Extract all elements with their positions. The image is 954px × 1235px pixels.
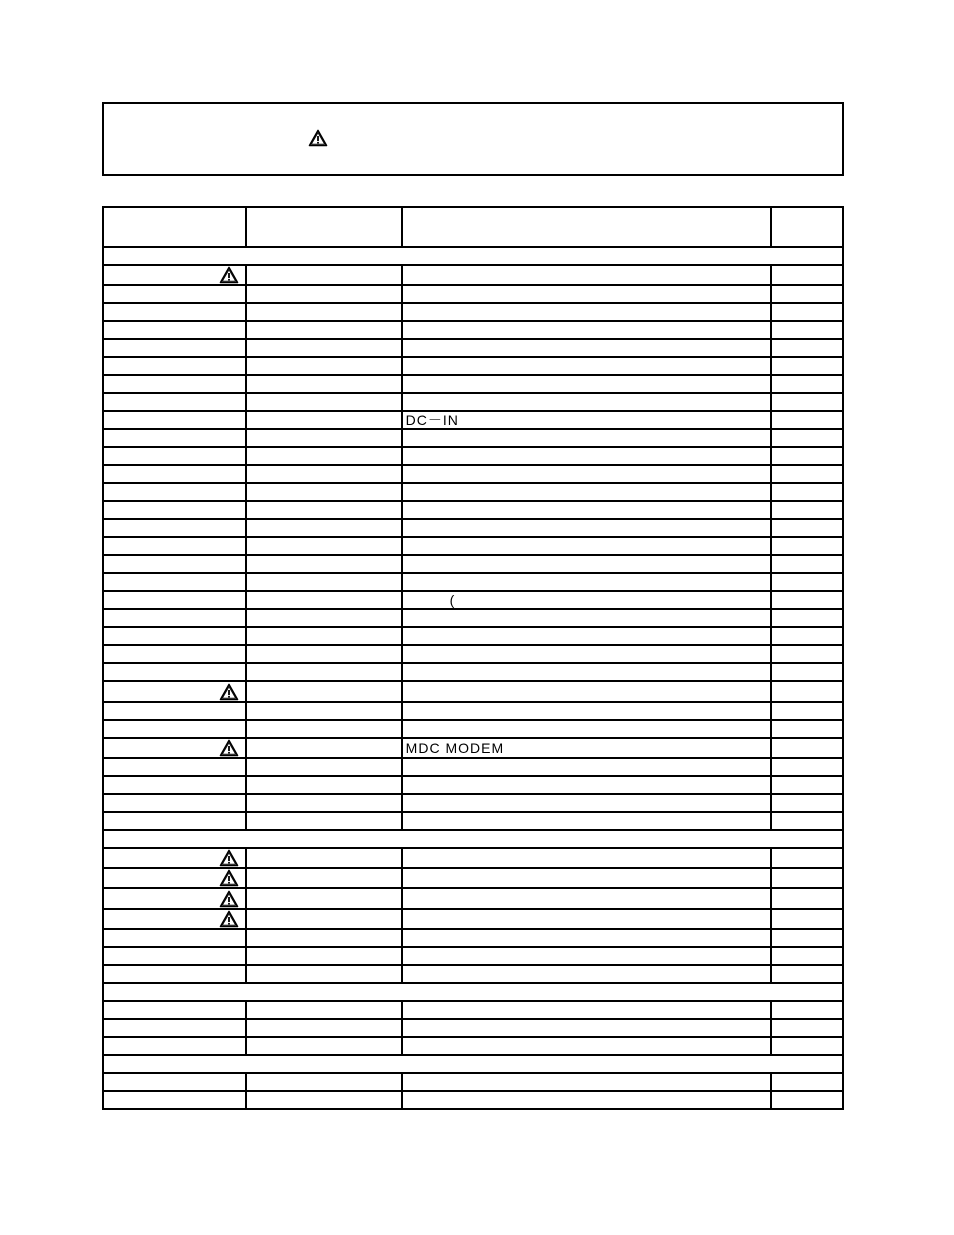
ref-cell: [246, 285, 402, 303]
ref-cell: [246, 483, 402, 501]
description-cell: [402, 776, 771, 794]
description-cell: [402, 909, 771, 929]
qty-cell: [771, 411, 843, 429]
section-row: [103, 247, 843, 265]
qty-cell: [771, 483, 843, 501]
qty-cell: [771, 1037, 843, 1055]
ref-cell: [246, 591, 402, 609]
warning-triangle-icon: [308, 129, 328, 147]
qty-cell: [771, 591, 843, 609]
qty-cell: [771, 627, 843, 645]
warning-triangle-icon: [219, 910, 239, 926]
qty-cell: [771, 555, 843, 573]
ref-cell: [246, 519, 402, 537]
ref-cell: [246, 947, 402, 965]
table-row: [103, 1073, 843, 1091]
table-row: [103, 1037, 843, 1055]
parts-list-table: [102, 206, 844, 1110]
description-cell: [402, 591, 771, 609]
description-cell: [402, 207, 771, 247]
qty-cell: [771, 663, 843, 681]
table-row: [103, 812, 843, 830]
description-cell: [402, 555, 771, 573]
part-no-cell: [103, 794, 246, 812]
warning-triangle-icon: [219, 849, 239, 865]
qty-cell: [771, 465, 843, 483]
table-row: [103, 411, 843, 429]
part-no-cell: [103, 720, 246, 738]
qty-cell: [771, 285, 843, 303]
part-no-cell: [103, 738, 246, 758]
part-no-cell: [103, 645, 246, 663]
table-row: [103, 555, 843, 573]
qty-cell: [771, 812, 843, 830]
part-no-cell: [103, 1073, 246, 1091]
description-cell: [402, 1019, 771, 1037]
table-row: [103, 965, 843, 983]
qty-cell: [771, 681, 843, 701]
description-cell: [402, 627, 771, 645]
ref-cell: [246, 537, 402, 555]
ref-cell: [246, 645, 402, 663]
warning-triangle-icon: [219, 869, 239, 885]
table-row: [103, 303, 843, 321]
qty-cell: [771, 429, 843, 447]
warning-triangle-icon: [219, 739, 239, 755]
ref-cell: [246, 357, 402, 375]
description-cell: [402, 794, 771, 812]
warning-triangle-icon: [219, 266, 239, 282]
part-no-cell: [103, 483, 246, 501]
ref-cell: [246, 465, 402, 483]
description-cell: [402, 573, 771, 591]
table-row: [103, 465, 843, 483]
description-text: (: [405, 592, 456, 609]
description-cell: [402, 339, 771, 357]
ref-cell: [246, 681, 402, 701]
part-no-cell: [103, 465, 246, 483]
part-no-cell: [103, 609, 246, 627]
part-no-cell: [103, 702, 246, 720]
table-row: [103, 909, 843, 929]
qty-cell: [771, 321, 843, 339]
qty-cell: [771, 702, 843, 720]
qty-cell: [771, 207, 843, 247]
description-cell: [402, 965, 771, 983]
qty-cell: [771, 357, 843, 375]
qty-cell: [771, 375, 843, 393]
table-row: [103, 720, 843, 738]
part-no-cell: [103, 555, 246, 573]
table-row: [103, 663, 843, 681]
qty-cell: [771, 573, 843, 591]
part-no-cell: [103, 357, 246, 375]
ref-cell: [246, 573, 402, 591]
table-row: [103, 929, 843, 947]
description-cell: [402, 411, 771, 429]
ref-cell: [246, 555, 402, 573]
qty-cell: [771, 738, 843, 758]
qty-cell: [771, 1001, 843, 1019]
ref-cell: [246, 265, 402, 285]
part-no-cell: [103, 265, 246, 285]
qty-cell: [771, 929, 843, 947]
part-no-cell: [103, 663, 246, 681]
part-no-cell: [103, 1091, 246, 1109]
section-cell: [103, 247, 843, 265]
qty-cell: [771, 339, 843, 357]
ref-cell: [246, 303, 402, 321]
ref-cell: [246, 965, 402, 983]
ref-cell: [246, 429, 402, 447]
description-cell: [402, 702, 771, 720]
part-no-cell: [103, 681, 246, 701]
description-cell: [402, 758, 771, 776]
table-header-row: [103, 207, 843, 247]
ref-cell: [246, 1019, 402, 1037]
description-cell: [402, 265, 771, 285]
ref-cell: [246, 812, 402, 830]
part-no-cell: [103, 1019, 246, 1037]
description-cell: [402, 738, 771, 758]
part-no-cell: [103, 447, 246, 465]
section-row: [103, 830, 843, 848]
description-cell: [402, 848, 771, 868]
qty-cell: [771, 848, 843, 868]
table-row: [103, 776, 843, 794]
description-cell: [402, 645, 771, 663]
description-cell: [402, 947, 771, 965]
part-no-cell: [103, 812, 246, 830]
table-row: [103, 375, 843, 393]
qty-cell: [771, 1073, 843, 1091]
ref-cell: [246, 207, 402, 247]
qty-cell: [771, 393, 843, 411]
ref-cell: [246, 888, 402, 908]
part-no-cell: [103, 888, 246, 908]
part-no-cell: [103, 375, 246, 393]
description-cell: [402, 812, 771, 830]
description-text: DC－IN: [405, 412, 459, 429]
qty-cell: [771, 537, 843, 555]
part-no-cell: [103, 207, 246, 247]
description-cell: [402, 888, 771, 908]
warning-triangle-icon: [219, 682, 239, 698]
description-cell: [402, 465, 771, 483]
table-row: [103, 888, 843, 908]
ref-cell: [246, 339, 402, 357]
part-no-cell: [103, 429, 246, 447]
qty-cell: [771, 609, 843, 627]
qty-cell: [771, 909, 843, 929]
part-no-cell: [103, 909, 246, 929]
table-row: [103, 591, 843, 609]
description-cell: [402, 1091, 771, 1109]
part-no-cell: [103, 519, 246, 537]
qty-cell: [771, 447, 843, 465]
ref-cell: [246, 794, 402, 812]
table-row: [103, 339, 843, 357]
table-row: [103, 483, 843, 501]
ref-cell: [246, 447, 402, 465]
description-cell: [402, 447, 771, 465]
part-no-cell: [103, 1001, 246, 1019]
qty-cell: [771, 501, 843, 519]
part-no-cell: [103, 285, 246, 303]
ref-cell: [246, 738, 402, 758]
description-cell: [402, 303, 771, 321]
table-row: [103, 681, 843, 701]
qty-cell: [771, 720, 843, 738]
caution-note-box: [102, 102, 844, 176]
part-no-cell: [103, 848, 246, 868]
description-cell: [402, 501, 771, 519]
table-row: [103, 537, 843, 555]
table-row: [103, 702, 843, 720]
ref-cell: [246, 321, 402, 339]
description-cell: [402, 720, 771, 738]
ref-cell: [246, 663, 402, 681]
table-row: [103, 947, 843, 965]
ref-cell: [246, 1001, 402, 1019]
table-row: [103, 393, 843, 411]
table-row: [103, 357, 843, 375]
part-no-cell: [103, 947, 246, 965]
part-no-cell: [103, 537, 246, 555]
table-row: [103, 447, 843, 465]
qty-cell: [771, 965, 843, 983]
ref-cell: [246, 776, 402, 794]
description-cell: [402, 929, 771, 947]
qty-cell: [771, 1091, 843, 1109]
description-cell: [402, 321, 771, 339]
description-cell: [402, 537, 771, 555]
table-row: [103, 519, 843, 537]
ref-cell: [246, 411, 402, 429]
part-no-cell: [103, 393, 246, 411]
section-row: [103, 983, 843, 1001]
section-cell: [103, 983, 843, 1001]
section-row: [103, 1055, 843, 1073]
table-row: [103, 285, 843, 303]
description-cell: [402, 429, 771, 447]
qty-cell: [771, 776, 843, 794]
table-row: [103, 758, 843, 776]
qty-cell: [771, 265, 843, 285]
description-cell: [402, 1073, 771, 1091]
table-row: [103, 321, 843, 339]
table-row: [103, 627, 843, 645]
qty-cell: [771, 794, 843, 812]
table-row: [103, 609, 843, 627]
ref-cell: [246, 868, 402, 888]
ref-cell: [246, 909, 402, 929]
part-no-cell: [103, 758, 246, 776]
ref-cell: [246, 609, 402, 627]
part-no-cell: [103, 303, 246, 321]
part-no-cell: [103, 627, 246, 645]
part-no-cell: [103, 411, 246, 429]
description-cell: [402, 375, 771, 393]
part-no-cell: [103, 501, 246, 519]
warning-triangle-icon: [219, 889, 239, 905]
ref-cell: [246, 758, 402, 776]
ref-cell: [246, 720, 402, 738]
part-no-cell: [103, 929, 246, 947]
qty-cell: [771, 868, 843, 888]
part-no-cell: [103, 339, 246, 357]
ref-cell: [246, 393, 402, 411]
table-row: [103, 848, 843, 868]
table-row: [103, 1001, 843, 1019]
table-row: [103, 1091, 843, 1109]
description-cell: [402, 393, 771, 411]
description-cell: [402, 1037, 771, 1055]
description-cell: [402, 483, 771, 501]
description-cell: [402, 1001, 771, 1019]
ref-cell: [246, 702, 402, 720]
part-no-cell: [103, 321, 246, 339]
description-cell: [402, 609, 771, 627]
table-row: [103, 868, 843, 888]
description-text: MDC MODEM: [405, 739, 505, 756]
ref-cell: [246, 1073, 402, 1091]
qty-cell: [771, 645, 843, 663]
table-row: [103, 645, 843, 663]
ref-cell: [246, 375, 402, 393]
description-cell: [402, 868, 771, 888]
part-no-cell: [103, 591, 246, 609]
ref-cell: [246, 1091, 402, 1109]
description-cell: [402, 681, 771, 701]
table-row: [103, 265, 843, 285]
qty-cell: [771, 519, 843, 537]
qty-cell: [771, 1019, 843, 1037]
table-row: [103, 501, 843, 519]
description-cell: [402, 357, 771, 375]
table-row: [103, 429, 843, 447]
qty-cell: [771, 758, 843, 776]
part-no-cell: [103, 868, 246, 888]
qty-cell: [771, 888, 843, 908]
part-no-cell: [103, 573, 246, 591]
part-no-cell: [103, 776, 246, 794]
description-cell: [402, 663, 771, 681]
table-row: [103, 738, 843, 758]
ref-cell: [246, 1037, 402, 1055]
ref-cell: [246, 848, 402, 868]
table-row: [103, 1019, 843, 1037]
ref-cell: [246, 627, 402, 645]
qty-cell: [771, 303, 843, 321]
description-cell: [402, 519, 771, 537]
part-no-cell: [103, 1037, 246, 1055]
ref-cell: [246, 929, 402, 947]
ref-cell: [246, 501, 402, 519]
section-cell: [103, 1055, 843, 1073]
part-no-cell: [103, 965, 246, 983]
description-cell: [402, 285, 771, 303]
table-row: [103, 794, 843, 812]
qty-cell: [771, 947, 843, 965]
section-cell: [103, 830, 843, 848]
table-row: [103, 573, 843, 591]
